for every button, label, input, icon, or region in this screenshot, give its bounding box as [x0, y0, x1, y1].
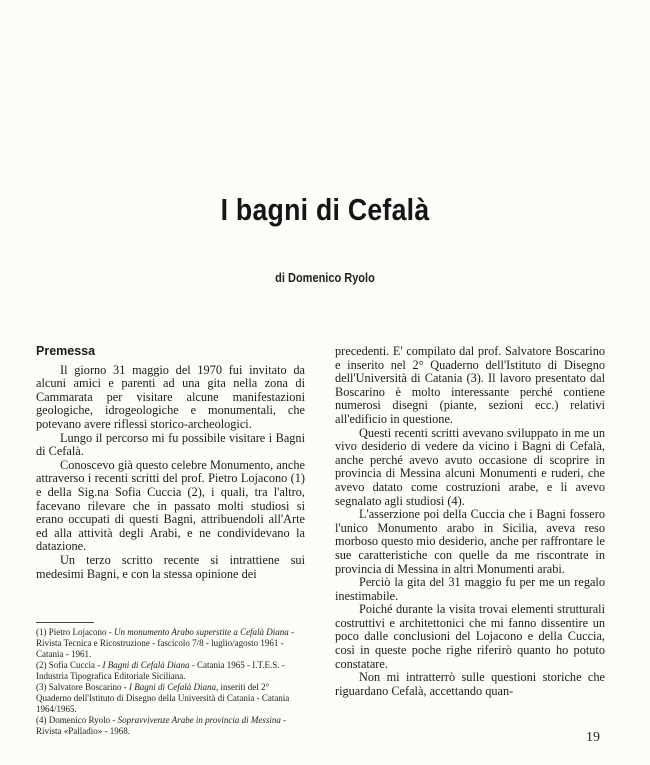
- footnote-text: (2) Sofia Cuccia -: [36, 660, 103, 670]
- footnote-text: - Rivista Tecnica e Ricostruzione - fascicolo 7/8 - luglio/agosto 1961 - Catania - 1961.: [36, 627, 295, 659]
- footnote-work-title: I Bagni di Cefalà Diana: [128, 682, 216, 692]
- section-heading: Premessa: [36, 344, 96, 358]
- footnote-text: - Catania 1965 - I.T.E.S. - Industria Tipografica Editoriale Siciliana.: [36, 660, 285, 681]
- page-number: 19: [586, 730, 600, 745]
- paragraph: L'asserzione poi della Cuccia che i Bagni fossero l'unico Monumento arabo in Sicilia, aveva reso morboso questo mio desiderio, anche per raffrontare le sue caratteristiche con quelle da me riscontrate in provincia di Messina in altri Monumenti arabi.: [335, 507, 605, 576]
- footnote-text: (3) Salvatore Boscarino -: [36, 682, 129, 692]
- footnote-work-title: I Bagni di Cefalà Diana: [102, 660, 190, 670]
- footnote: [36, 715, 305, 737]
- paragraph: Il giorno 31 maggio del 1970 fui invitato da alcuni amici e parenti ad una gita nella zona di Cammarata per visitare alcune manifestazioni geologiche, idrogeologiche e monumentali, che potevano avere riflessi storico-archeologici.: [36, 362, 305, 431]
- footnote: [36, 660, 305, 682]
- footnote-rule: [36, 622, 94, 623]
- paragraph: Lungo il percorso mi fu possibile visitare i Bagni di Cefalà.: [36, 430, 305, 459]
- footnote: [36, 627, 305, 660]
- paragraph: Non mi intratterrò sulle questioni storiche che riguardano Cefalà, accettando quan-: [335, 670, 605, 698]
- article-title: I bagni di Cefalà: [220, 192, 430, 227]
- footnote-text: , inseriti del 2° Quaderno dell'Istituto di Disegno della Università di Catania - Catania 1964/1965.: [36, 682, 290, 714]
- paragraph: Questi recenti scritti avevano sviluppato in me un vivo desiderio di vedere da vicino i Bagni di Cefalà, anche perché avevo avuto occasione di scoprire in provincia di Messina alcuni Monumenti e ruderi, che avevo datato come costruzioni arabe, e li avevo segnalato agli studiosi (4).: [335, 425, 605, 508]
- left-column: [36, 345, 305, 581]
- footnote-text: - Rivista «Palladio» - 1968.: [36, 715, 287, 736]
- footnote-work-title: Sopravvivenze Arabe in provincia di Messina: [117, 715, 281, 725]
- paragraph: Un terzo scritto recente si intrattiene sui medesimi Bagni, e con la stessa opinione dei: [36, 552, 305, 581]
- paragraph: Poiché durante la visita trovai elementi strutturali costruttivi e architettonici che mi fanno dissentire un poco dalle conclusioni del Lojacono e della Cuccia, così in queste poche righe riferirò quanto ho potuto constatare.: [335, 602, 605, 671]
- footnote: [36, 682, 305, 715]
- paragraph: Conoscevo già questo celebre Monumento, anche attraverso i recenti scritti del prof. Pietro Lojacono (1) e della Sig.na Sofia Cuccia (2), i quali, tra l'altro, facevano rilevare che in passato molti studiosi si erano occupati di questi Bagni, attribuendoli all'Arte ed alla attività degli Arabi, e ne condividevano la datazione.: [36, 457, 305, 554]
- article-author: di Domenico Ryolo: [275, 271, 375, 285]
- paragraph: Perciò la gita del 31 maggio fu per me un regalo inestimabile.: [335, 575, 605, 603]
- footnotes: [36, 627, 305, 737]
- right-column: [335, 345, 605, 698]
- footnote-text: (1) Pietro Lojacono -: [36, 627, 114, 637]
- paragraph: precedenti. E' compilato dal prof. Salvatore Boscarino e inserito nel 2° Quaderno dell'Istituto di Disegno dell'Università di Catania (3). Il lavoro presentato dal Boscarino è molto interessante perché contiene numerosi disegni (piante, sezioni ecc.) relativi all'edificio in questione.: [335, 344, 605, 426]
- footnote-work-title: Un monumento Arabo superstite a Cefalà Diana: [113, 627, 289, 637]
- footnote-text: (4) Domenico Ryolo -: [36, 715, 118, 725]
